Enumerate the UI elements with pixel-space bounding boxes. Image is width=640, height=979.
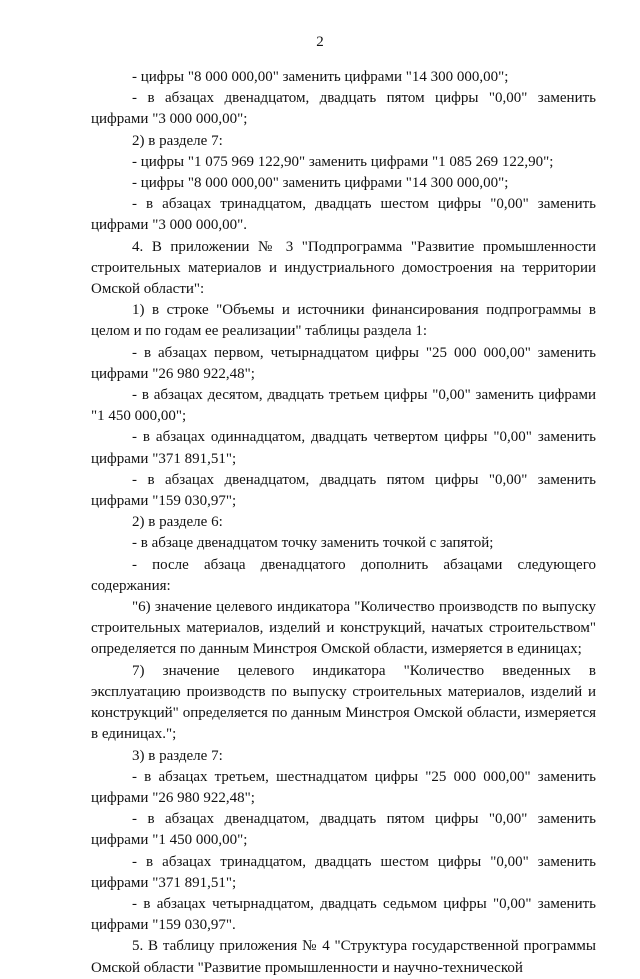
paragraph: 5. В таблицу приложения № 4 "Структура государственной программы Омской области "Развитие промышленности и научно-технической bbox=[91, 938, 596, 976]
paragraph: 4. В приложении № 3 "Подпрограмма "Развитие промышленности строительных материалов и индустриального домостроения на территории Омской области": bbox=[91, 238, 596, 298]
paragraph: 7) значение целевого индикатора "Количество введенных в эксплуатацию производств по выпуску строительных материалов, изделий и конструкций" определяется по данным Минстроя Омской области, измеряется в единицах."; bbox=[91, 662, 596, 743]
paragraph: - в абзацах четырнадцатом, двадцать седьмом цифры "0,00" заменить цифрами "159 030,97". bbox=[91, 895, 596, 934]
paragraph: - в абзацах тринадцатом, двадцать шестом цифры "0,00" заменить цифрами "371 891,51"; bbox=[91, 853, 596, 891]
paragraph: 2) в разделе 6: bbox=[132, 514, 223, 531]
paragraph: 2) в разделе 7: bbox=[132, 132, 223, 149]
paragraph: - в абзацах третьем, шестнадцатом цифры "25 000 000,00" заменить цифрами "26 980 922,48"; bbox=[91, 768, 596, 806]
document-body bbox=[91, 67, 596, 979]
paragraph: - цифры "8 000 000,00" заменить цифрами "14 300 000,00"; bbox=[132, 69, 509, 85]
paragraph: - в абзацах двенадцатом, двадцать пятом цифры "0,00" заменить цифрами "1 450 000,00"; bbox=[91, 811, 596, 849]
paragraph: - в абзацах двенадцатом, двадцать пятом цифры "0,00" заменить цифрами "159 030,97"; bbox=[91, 471, 596, 510]
paragraph: - в абзацах десятом, двадцать третьем цифры "0,00" заменить цифрами "1 450 000,00"; bbox=[91, 387, 596, 425]
paragraph: - в абзаце двенадцатом точку заменить точкой с запятой; bbox=[132, 535, 494, 552]
page-number: 2 bbox=[316, 34, 324, 50]
paragraph: - цифры "8 000 000,00" заменить цифрами "14 300 000,00"; bbox=[132, 175, 509, 192]
paragraph: - в абзацах одиннадцатом, двадцать четвертом цифры "0,00" заменить цифрами "371 891,51"; bbox=[91, 429, 596, 467]
paragraph: 3) в разделе 7: bbox=[132, 747, 223, 764]
paragraph: - после абзаца двенадцатого дополнить абзацами следующего содержания: bbox=[91, 556, 596, 594]
paragraph: 1) в строке "Объемы и источники финансирования подпрограммы в целом и по годам ее реализации" таблицы раздела 1: bbox=[91, 302, 596, 340]
paragraph: "6) значение целевого индикатора "Количество производств по выпуску строительных материалов, изделий и конструкций, начатых строительством" определяется по данным Минстроя Омской области, измеряется в единицах; bbox=[91, 599, 596, 658]
paragraph: - цифры "1 075 969 122,90" заменить цифрами "1 085 269 122,90"; bbox=[132, 153, 554, 170]
paragraph: - в абзацах двенадцатом, двадцать пятом цифры "0,00" заменить цифрами "3 000 000,00"; bbox=[91, 90, 596, 128]
paragraph: - в абзацах тринадцатом, двадцать шестом цифры "0,00" заменить цифрами "3 000 000,00". bbox=[91, 196, 596, 234]
paragraph: - в абзацах первом, четырнадцатом цифры "25 000 000,00" заменить цифрами "26 980 922,48"; bbox=[91, 344, 596, 382]
